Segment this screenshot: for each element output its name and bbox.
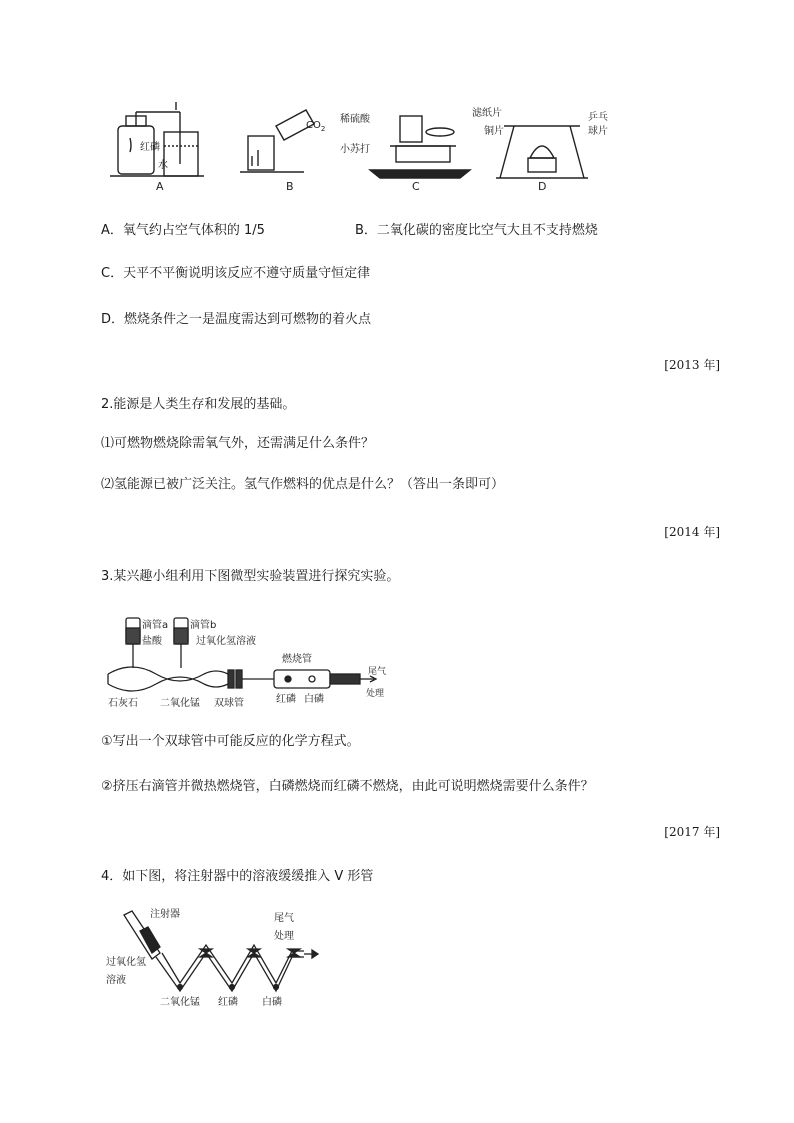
figure-label: 过氧化氢溶液 (196, 636, 256, 647)
q2-sub1: ⑴可燃物燃烧除需氧气外，还需满足什么条件？ (101, 436, 375, 451)
figure-caption: D (538, 180, 547, 193)
figure-label: 二氧化锰 (160, 698, 200, 709)
q1-apparatus-figure (100, 98, 620, 194)
figure-label: 水 (158, 160, 168, 171)
apparatus-b (240, 110, 314, 172)
year-tag: [2017 年] (664, 825, 720, 839)
figure-caption: B (286, 180, 294, 193)
figure-label: 石灰石 (108, 698, 138, 709)
q2-sub2: ⑵氢能源已被广泛关注。氢气作燃料的优点是什么？（答出一条即可） (101, 477, 505, 492)
figure-label: 过氧化氢 (106, 957, 146, 968)
q2-title: 2.能源是人类生存和发展的基础。 (101, 397, 296, 412)
figure-label: 白磷 (304, 694, 324, 705)
q3-sub1: ①写出一个双球管中可能反应的化学方程式。 (101, 734, 360, 749)
q3-sub2: ②挤压右滴管并微热燃烧管，白磷燃烧而红磷不燃烧，由此可说明燃烧需要什么条件？ (101, 779, 594, 794)
figure-caption: A (156, 180, 164, 193)
q1-option-a: A．氧气约占空气体积的 1/5 (101, 223, 265, 238)
figure-label: 稀硫酸 (340, 114, 370, 125)
figure-label: 尾气 (274, 913, 294, 924)
figure-caption: C (412, 180, 420, 193)
figure-label: 尾气 (368, 667, 387, 677)
figure-label: 处理 (274, 931, 294, 942)
figure-label: 球片 (588, 126, 608, 137)
q1-option-b: B．二氧化碳的密度比空气大且不支持燃烧 (355, 223, 598, 238)
figure-label: 乒乓 (588, 112, 608, 123)
figure-label: 红磷 (218, 997, 238, 1008)
figure-label: 溶液 (106, 975, 126, 986)
figure-label: 小苏打 (340, 144, 370, 155)
year-tag: [2013 年] (664, 358, 720, 372)
q1-option-d: D．燃烧条件之一是温度需达到可燃物的着火点 (101, 312, 372, 327)
figure-label: 盐酸 (142, 636, 162, 647)
co2-label: $CO_2$ (306, 120, 326, 133)
figure-label: 铜片 (484, 126, 504, 137)
figure-label: 红磷 (276, 694, 296, 705)
figure-label: 滴管a (142, 620, 169, 631)
q4-apparatus-figure (104, 905, 324, 1011)
figure-label: 燃烧管 (282, 654, 312, 665)
figure-label: 二氧化锰 (160, 997, 200, 1008)
figure-label: 双球管 (214, 698, 244, 709)
figure-label: 红磷 (140, 142, 160, 153)
apparatus-c (370, 116, 470, 178)
q4-title: 4．如下图，将注射器中的溶液缓缓推入 V 形管 (101, 869, 374, 884)
apparatus-d (496, 126, 588, 178)
q3-apparatus-figure (104, 612, 394, 710)
figure-label: 滴管b (190, 620, 217, 631)
figure-label: 注射器 (150, 909, 180, 920)
figure-label: 处理 (366, 689, 385, 699)
year-tag: [2014 年] (664, 525, 720, 539)
figure-label: 滤纸片 (472, 108, 502, 119)
q1-option-c: C．天平不平衡说明该反应不遵守质量守恒定律 (101, 266, 371, 281)
apparatus-a (110, 102, 204, 176)
q3-title: 3.某兴趣小组利用下图微型实验装置进行探究实验。 (101, 569, 400, 584)
figure-label: 白磷 (262, 997, 282, 1008)
